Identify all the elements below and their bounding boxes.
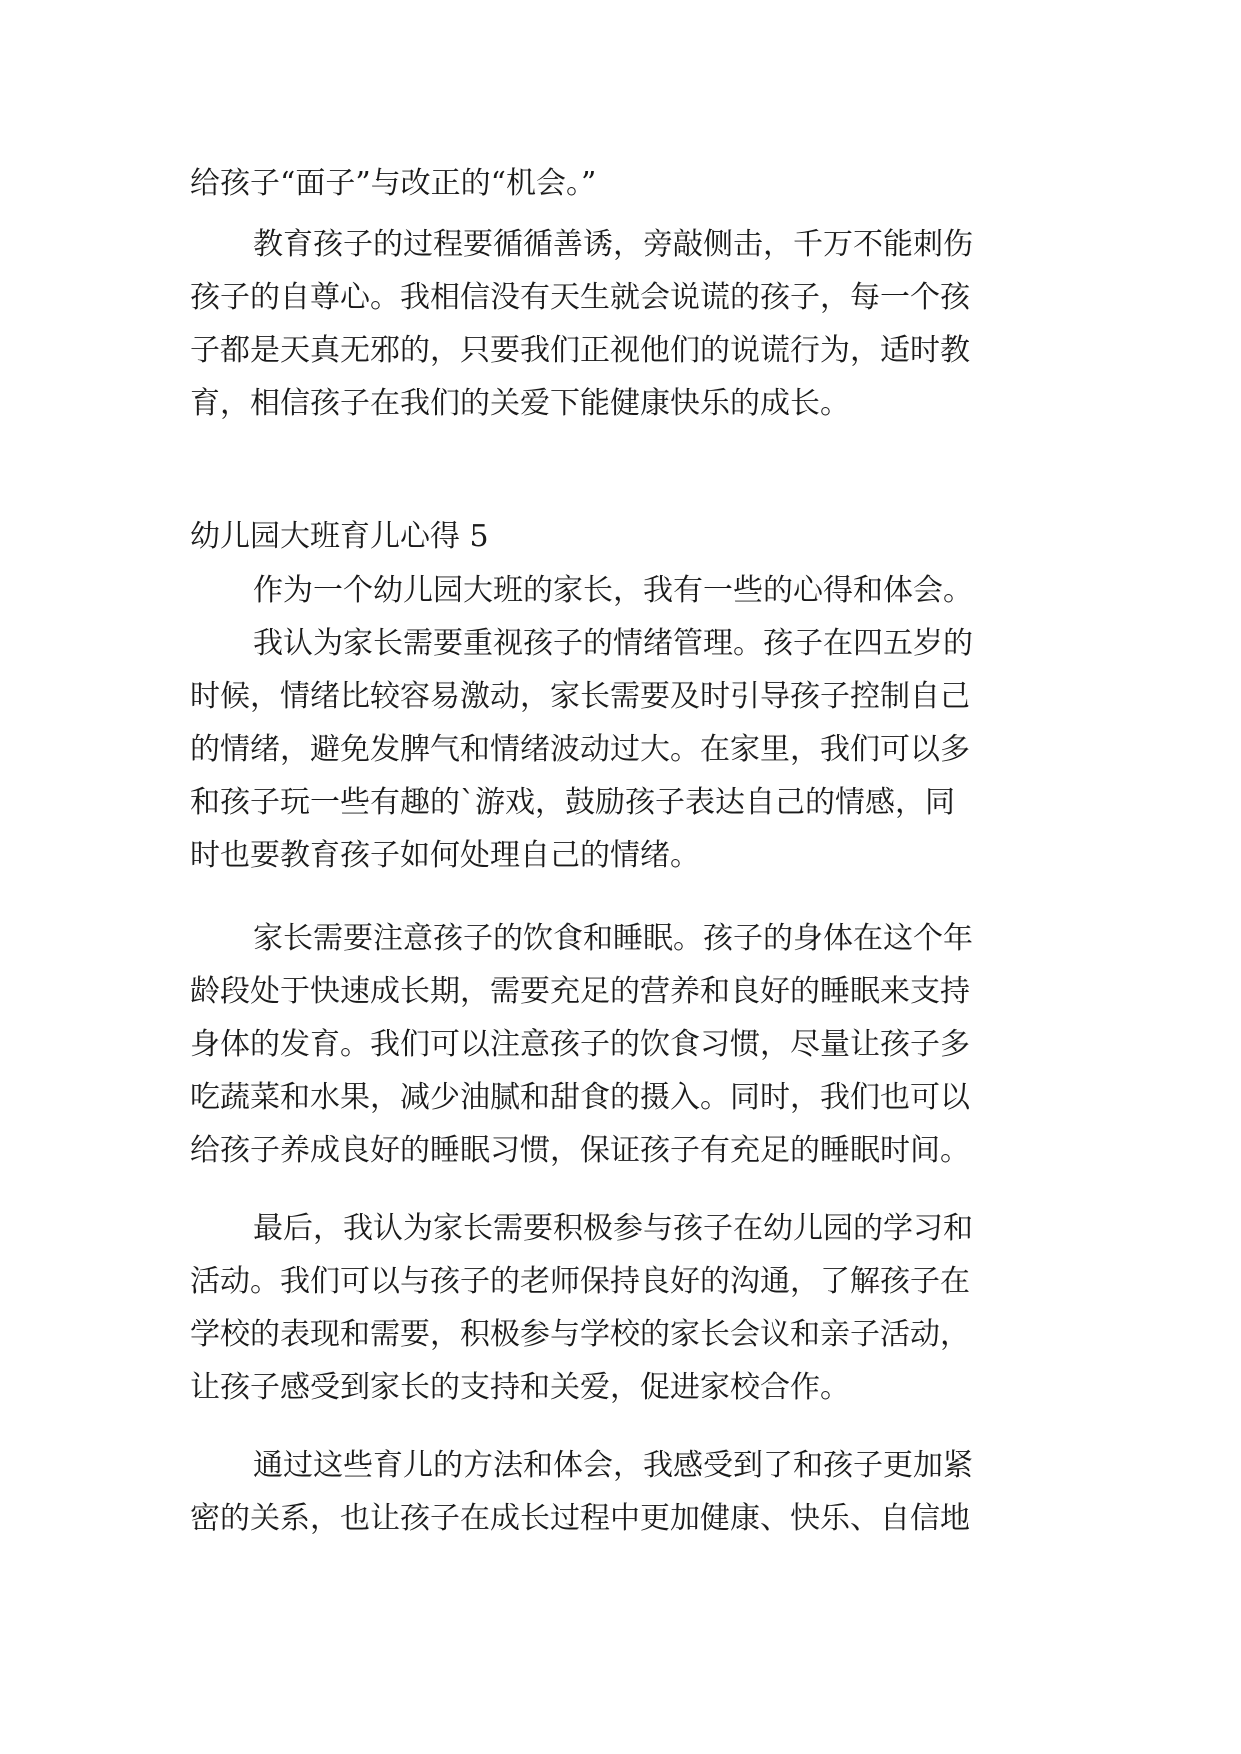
text-line: 和孩子玩一些有趣的`游戏，鼓励孩子表达自己的情感，同 [190, 785, 955, 820]
text-line: 活动。我们可以与孩子的老师保持良好的沟通，了解孩子在 [190, 1264, 970, 1299]
paragraph-first-line: 教育孩子的过程要循循善诱，旁敲侧击，千万不能刺伤 [253, 227, 973, 262]
paragraph-first-line: 通过这些育儿的方法和体会，我感受到了和孩子更加紧 [253, 1448, 973, 1483]
paragraph-first-line: 作为一个幼儿园大班的家长，我有一些的心得和体会。 [253, 573, 973, 608]
text-line: 龄段处于快速成长期，需要充足的营养和良好的睡眠来支持 [190, 974, 970, 1009]
section-heading: 幼儿园大班育儿心得 5 [190, 519, 489, 554]
text-line: 的情绪，避免发脾气和情绪波动过大。在家里，我们可以多 [190, 732, 970, 767]
text-line: 学校的表现和需要，积极参与学校的家长会议和亲子活动， [190, 1317, 970, 1352]
paragraph-first-line: 家长需要注意孩子的饮食和睡眠。孩子的身体在这个年 [253, 921, 973, 956]
text-line: 时也要教育孩子如何处理自己的情绪。 [190, 838, 700, 873]
text-line: 身体的发育。我们可以注意孩子的饮食习惯，尽量让孩子多 [190, 1027, 970, 1062]
text-line: 子都是天真无邪的，只要我们正视他们的说谎行为，适时教 [190, 333, 970, 368]
text-line: 孩子的自尊心。我相信没有天生就会说谎的孩子，每一个孩 [190, 280, 970, 315]
text-line: 时候，情绪比较容易激动，家长需要及时引导孩子控制自己 [190, 679, 970, 714]
text-line: 吃蔬菜和水果，减少油腻和甜食的摄入。同时，我们也可以 [190, 1080, 970, 1115]
text-line: 育，相信孩子在我们的关爱下能健康快乐的成长。 [190, 386, 850, 421]
text-line: 让孩子感受到家长的支持和关爱，促进家校合作。 [190, 1370, 850, 1405]
paragraph-first-line: 我认为家长需要重视孩子的情绪管理。孩子在四五岁的 [253, 626, 973, 661]
text-line: 密的关系，也让孩子在成长过程中更加健康、快乐、自信地 [190, 1501, 970, 1536]
text-line: 给孩子养成良好的睡眠习惯，保证孩子有充足的睡眠时间。 [190, 1133, 970, 1168]
paragraph-first-line: 最后，我认为家长需要积极参与孩子在幼儿园的学习和 [253, 1211, 973, 1246]
text-line: 给孩子“面子”与改正的“机会。” [190, 166, 597, 201]
